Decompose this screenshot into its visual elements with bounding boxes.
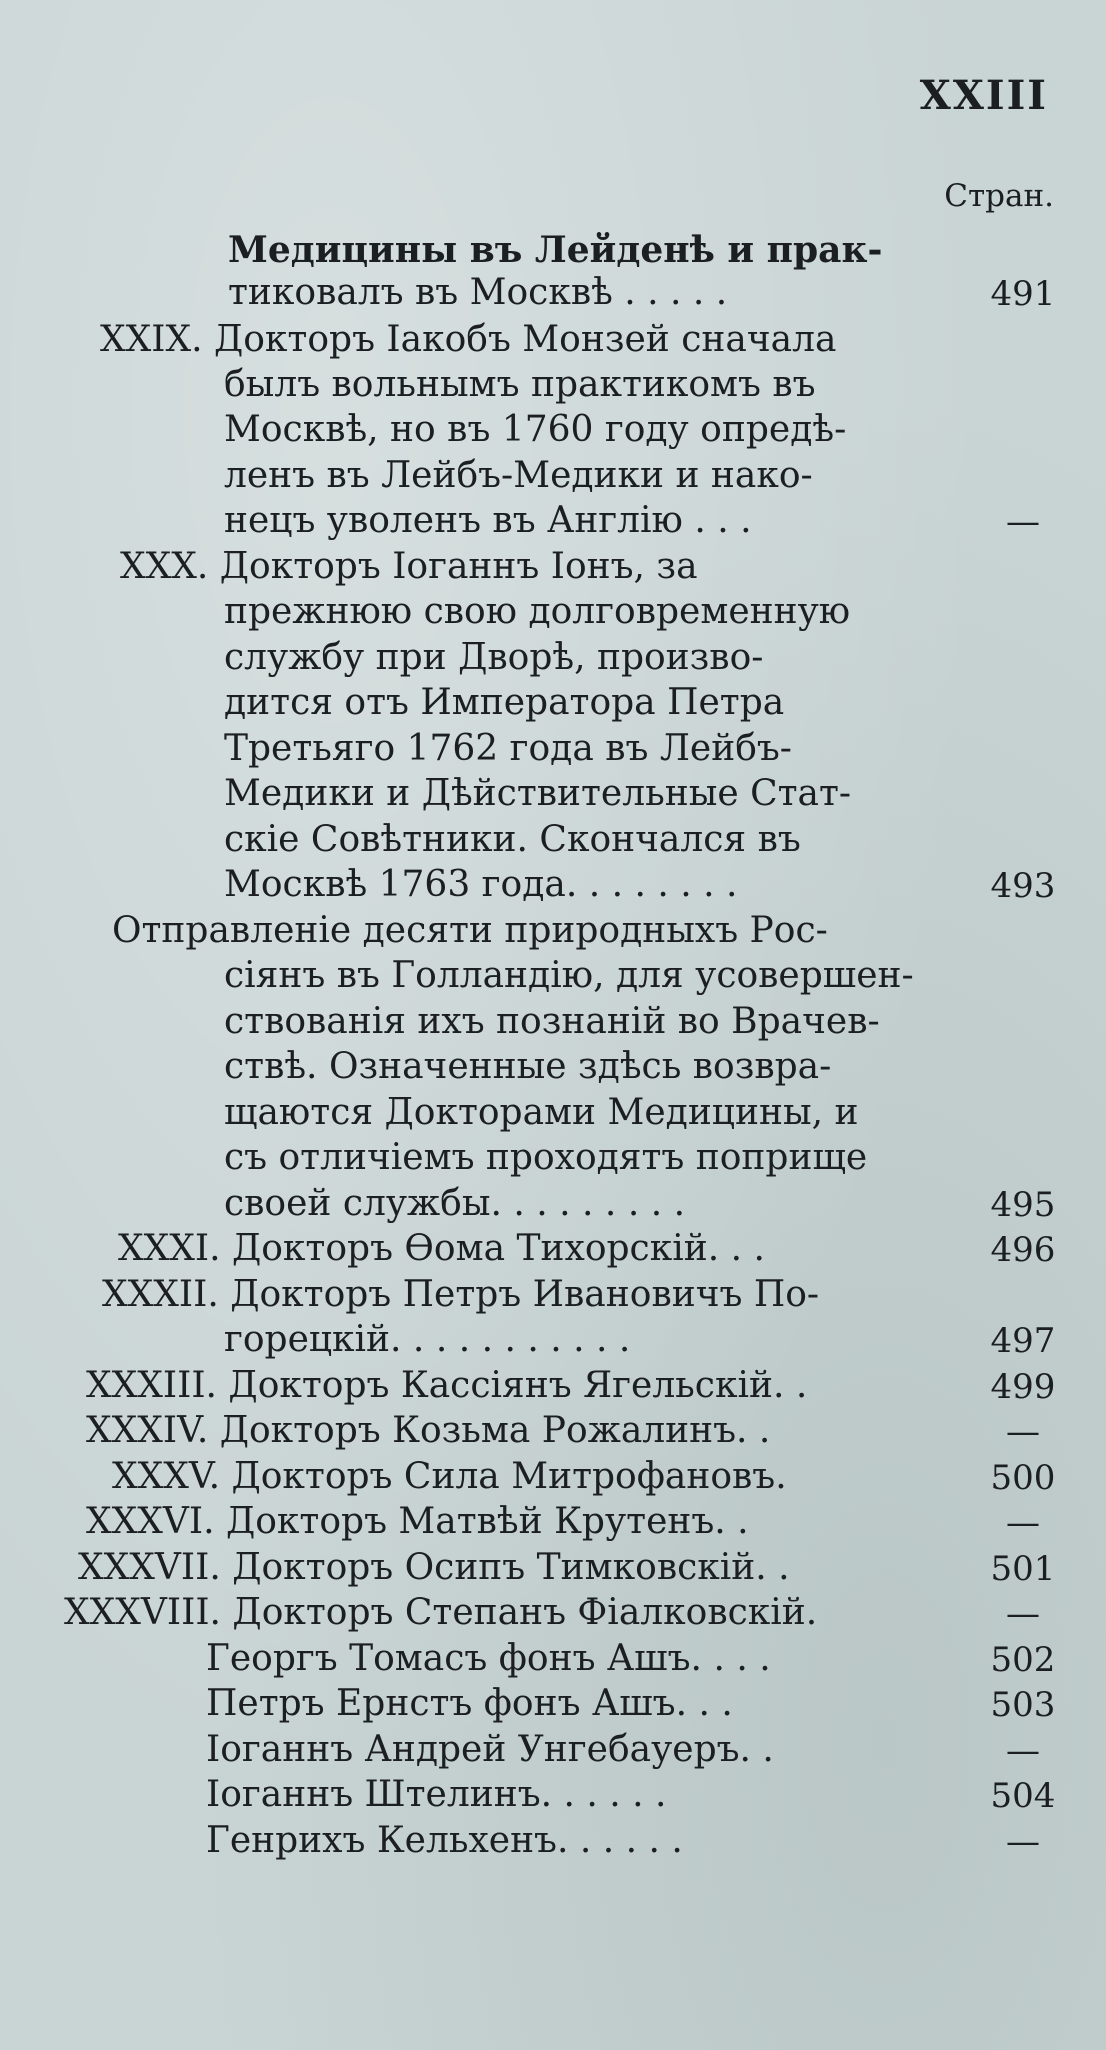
toc-line: Іоганнъ Штелинъ. . . . . . bbox=[206, 1774, 667, 1815]
toc-line: Медики и Дѣйствительные Стат- bbox=[224, 773, 852, 814]
page-ref: 491 bbox=[990, 274, 1056, 314]
page-ref: — bbox=[1006, 1731, 1040, 1771]
toc-line: своей службы. . . . . . . . . bbox=[224, 1183, 686, 1224]
toc-line: ствованія ихъ познаній во Врачев- bbox=[224, 1001, 880, 1042]
toc-line: прежнюю свою долговременную bbox=[224, 591, 851, 632]
toc-line: XXXI. Докторъ Ѳома Тихорскій. . . bbox=[118, 1228, 765, 1269]
toc-line: дится отъ Императора Петра bbox=[224, 682, 785, 723]
toc-line: XXIX. Докторъ Іакобъ Монзей сначала bbox=[100, 319, 837, 360]
page-ref: — bbox=[1006, 1594, 1040, 1634]
page-ref: 501 bbox=[990, 1549, 1056, 1589]
toc-line: сіянъ въ Голландію, для усовершен- bbox=[224, 955, 914, 996]
page-ref: 495 bbox=[990, 1185, 1056, 1225]
page-ref: — bbox=[1006, 1412, 1040, 1452]
toc-line: Іоганнъ Андрей Унгебауеръ. . bbox=[206, 1729, 774, 1770]
page-ref: 497 bbox=[990, 1321, 1056, 1361]
page-ref: — bbox=[1006, 1503, 1040, 1543]
page-ref: 496 bbox=[990, 1230, 1056, 1270]
toc-line: XXXIV. Докторъ Козьма Рожалинъ. . bbox=[86, 1410, 771, 1451]
toc-line: XXXVII. Докторъ Осипъ Тимковскій. . bbox=[78, 1547, 790, 1588]
page-ref: — bbox=[1006, 502, 1040, 542]
page-ref: 504 bbox=[990, 1776, 1056, 1816]
toc-line: съ отличіемъ проходятъ поприще bbox=[224, 1137, 868, 1178]
toc-line: XXXVIII. Докторъ Степанъ Фіалковскій. bbox=[64, 1592, 818, 1633]
toc-line: щаются Докторами Медицины, и bbox=[224, 1092, 859, 1133]
page-ref: 500 bbox=[990, 1458, 1056, 1498]
toc-line: Москвѣ 1763 года. . . . . . . . bbox=[224, 864, 738, 905]
toc-line: былъ вольнымъ практикомъ въ bbox=[224, 364, 816, 405]
page-ref: — bbox=[1006, 1822, 1040, 1862]
toc-line: ленъ въ Лейбъ-Медики и нако- bbox=[224, 455, 813, 496]
page-ref: 502 bbox=[990, 1640, 1056, 1680]
page-ref: 503 bbox=[990, 1685, 1056, 1725]
column-header-pages: Стран. bbox=[944, 178, 1054, 214]
toc-line: Третьяго 1762 года въ Лейбъ- bbox=[224, 728, 792, 769]
toc-line: службу при Дворѣ, произво- bbox=[224, 637, 764, 678]
page-ref: 493 bbox=[990, 866, 1056, 906]
toc-line: горецкій. . . . . . . . . . . bbox=[224, 1319, 631, 1360]
toc-line: нецъ уволенъ въ Англію . . . bbox=[224, 500, 752, 541]
toc-line: Генрихъ Кельхенъ. . . . . . bbox=[206, 1820, 683, 1861]
toc-line: тиковалъ въ Москвѣ . . . . . bbox=[228, 272, 728, 313]
toc-line: Москвѣ, но въ 1760 году опредѣ- bbox=[224, 409, 847, 450]
toc-line: XXXIII. Докторъ Кассіянъ Ягельскій. . bbox=[86, 1365, 808, 1406]
toc-line: XXX. Докторъ Іоганнъ Іонъ, за bbox=[120, 546, 698, 587]
toc-line: скіе Совѣтники. Скончался въ bbox=[224, 819, 801, 860]
toc-line: XXXII. Докторъ Петръ Ивановичъ По- bbox=[102, 1274, 820, 1315]
page-ref: 499 bbox=[990, 1367, 1056, 1407]
toc-line: Отправленіе десяти природныхъ Рос- bbox=[112, 910, 828, 951]
toc-line: Медицины въ Лейденѣ и прак- bbox=[228, 229, 883, 271]
toc-line: ствѣ. Означенные здѣсь возвра- bbox=[224, 1046, 832, 1087]
page-number: XXIII bbox=[919, 72, 1048, 119]
toc-line: Георгъ Томасъ фонъ Ашъ. . . . bbox=[206, 1638, 771, 1679]
toc-line: XXXVI. Докторъ Матвѣй Крутенъ. . bbox=[86, 1501, 749, 1542]
toc-line: XXXV. Докторъ Сила Митрофановъ. bbox=[112, 1456, 787, 1497]
toc-line: Петръ Ернстъ фонъ Ашъ. . . bbox=[206, 1683, 733, 1724]
